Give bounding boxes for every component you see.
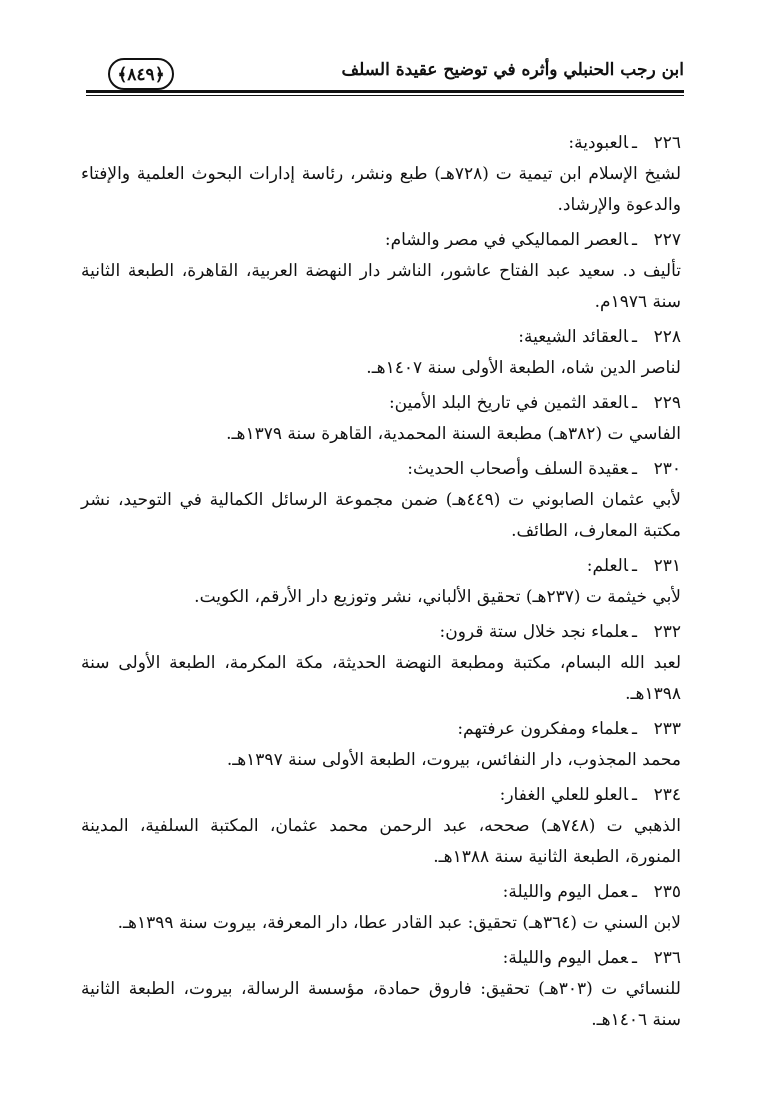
entry-description: للنسائي ت (٣٠٣هـ) تحقيق: فاروق حمادة، مؤسسة الرسالة، بيروت، الطبعة الثانية سنة ١٤٠٦هـ. — [81, 979, 681, 1030]
entry-description: تأليف د. سعيد عبد الفتاح عاشور، الناشر دار النهضة العربية، القاهرة، الطبعة الثانية سنة ١٩٧٦م. — [81, 261, 681, 312]
bibliography-entry — [81, 617, 681, 710]
entry-number: ٢٣١ — [653, 556, 681, 576]
bibliography-entry — [81, 877, 681, 939]
entry-heading: ٢٣٦ـعمل اليوم والليلة: — [81, 943, 681, 974]
entry-title: علماء نجد خلال ستة قرون: — [439, 622, 629, 642]
header-rule-thin — [86, 95, 684, 96]
bibliography-entry — [81, 943, 681, 1036]
entry-number: ٢٣٣ — [653, 719, 681, 739]
entry-heading: ٢٣٣ـعلماء ومفكرون عرفتهم: — [81, 714, 681, 745]
entry-title: عمل اليوم والليلة: — [502, 948, 629, 968]
entry-title: علماء ومفكرون عرفتهم: — [457, 719, 629, 739]
entry-heading: ٢٢٦ـالعبودية: — [81, 128, 681, 159]
entry-number: ٢٣٤ — [653, 785, 681, 805]
entry-title: العقائد الشيعية: — [518, 327, 629, 347]
bibliography-entry — [81, 128, 681, 221]
entry-description: لأبي عثمان الصابوني ت (٤٤٩هـ) ضمن مجموعة الرسائل الكمالية في التوحيد، نشر مكتبة المعارف، الطائف. — [81, 490, 681, 541]
entry-number: ٢٢٦ — [653, 133, 681, 153]
entry-number: ٢٢٨ — [653, 327, 681, 347]
bibliography-entry — [81, 714, 681, 776]
bibliography-entry — [81, 225, 681, 318]
entry-number: ٢٣٦ — [653, 948, 681, 968]
entry-heading: ٢٢٧ـالعصر المماليكي في مصر والشام: — [81, 225, 681, 256]
bibliography-entry — [81, 454, 681, 547]
entry-description: لشيخ الإسلام ابن تيمية ت (٧٢٨هـ) طبع ونشر، رئاسة إدارات البحوث العلمية والإفتاء والدعوة والإرشاد. — [81, 164, 682, 215]
entry-number: ٢٢٩ — [653, 393, 681, 413]
entry-heading: ٢٣١ـالعلم: — [81, 551, 681, 582]
entry-description: لعبد الله البسام، مكتبة ومطبعة النهضة الحديثة، مكة المكرمة، الطبعة الأولى سنة ١٣٩٨هـ. — [81, 653, 681, 704]
bibliography-entry — [81, 322, 681, 384]
entry-title: عمل اليوم والليلة: — [502, 882, 629, 902]
running-title: ابن رجب الحنبلي وأثره في توضيح عقيدة السلف — [341, 60, 684, 80]
entry-number: ٢٣٠ — [653, 459, 681, 479]
entry-description: لابن السني ت (٣٦٤هـ) تحقيق: عبد القادر عطا، دار المعرفة، بيروت سنة ١٣٩٩هـ. — [117, 913, 681, 933]
entry-heading: ٢٢٩ـالعقد الثمين في تاريخ البلد الأمين: — [81, 388, 681, 419]
entry-title: العبودية: — [568, 133, 629, 153]
entry-title: عقيدة السلف وأصحاب الحديث: — [407, 459, 629, 479]
entry-number: ٢٢٧ — [653, 230, 681, 250]
entry-title: العقد الثمين في تاريخ البلد الأمين: — [388, 393, 629, 413]
bibliography-list — [81, 128, 681, 1040]
entry-heading: ٢٣٥ـعمل اليوم والليلة: — [81, 877, 681, 908]
entry-number: ٢٣٢ — [653, 622, 681, 642]
entry-description: الفاسي ت (٣٨٢هـ) مطبعة السنة المحمدية، القاهرة سنة ١٣٧٩هـ. — [226, 424, 681, 444]
entry-title: العصر المماليكي في مصر والشام: — [384, 230, 629, 250]
bibliography-entry — [81, 780, 681, 873]
entry-heading: ٢٣٤ـالعلو للعلي الغفار: — [81, 780, 681, 811]
bibliography-entry — [81, 551, 681, 613]
header-rule-thick — [86, 90, 684, 93]
entry-heading: ٢٢٨ـالعقائد الشيعية: — [81, 322, 681, 353]
entry-description: محمد المجذوب، دار النفائس، بيروت، الطبعة الأولى سنة ١٣٩٧هـ. — [226, 750, 681, 770]
entry-number: ٢٣٥ — [653, 882, 681, 902]
entry-title: العلم: — [586, 556, 629, 576]
entry-description: لناصر الدين شاه، الطبعة الأولى سنة ١٤٠٧هـ. — [366, 358, 681, 378]
entry-title: العلو للعلي الغفار: — [499, 785, 629, 805]
bibliography-entry — [81, 388, 681, 450]
page-header — [86, 48, 684, 100]
entry-heading: ٢٣٢ـعلماء نجد خلال ستة قرون: — [81, 617, 681, 648]
entry-heading: ٢٣٠ـعقيدة السلف وأصحاب الحديث: — [81, 454, 681, 485]
page-number: ﴿٨٤٩﴾ — [108, 58, 174, 90]
entry-description: لأبي خيثمة ت (٢٣٧هـ) تحقيق الألباني، نشر وتوزيع دار الأرقم، الكويت. — [194, 587, 681, 607]
entry-description: الذهبي ت (٧٤٨هـ) صححه، عبد الرحمن محمد عثمان، المكتبة السلفية، المدينة المنورة، الطبعة الثانية سنة ١٣٨٨هـ. — [81, 816, 681, 867]
